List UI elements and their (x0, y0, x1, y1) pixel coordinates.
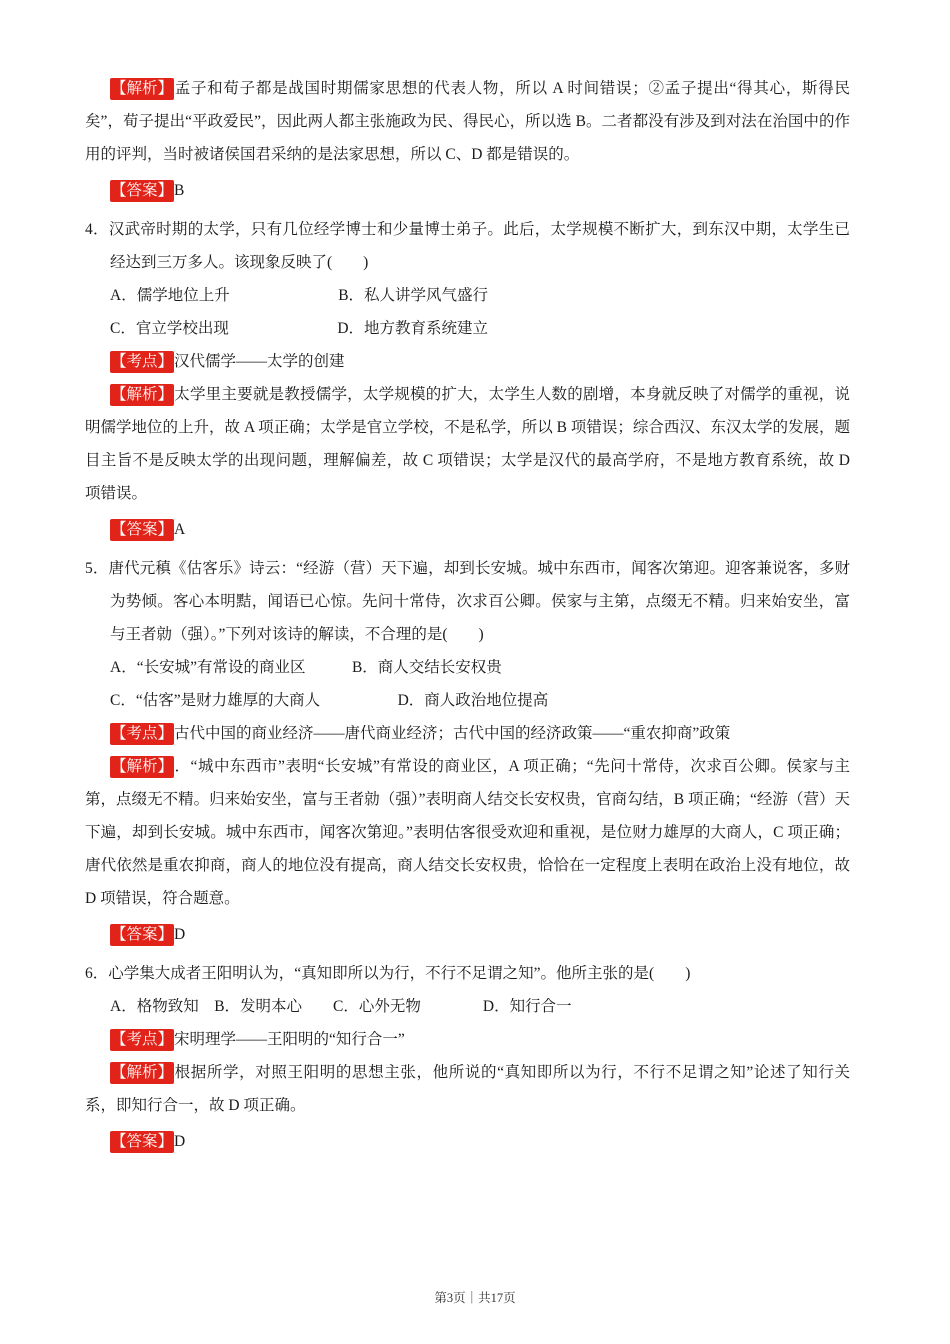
q4-analysis-paragraph (85, 378, 854, 510)
q5-analysis-paragraph (85, 750, 854, 915)
q3-analysis-text: 孟子和荀子都是战国时期儒家思想的代表人物，所以 A 时间错误；②孟子提出“得其心，斯得民矣”，荀子提出“平政爱民”，因此两人都主张施政为民、得民心，所以选 B。二者都没有涉及到对法在治国中的作用的评判，当时被诸侯国君采纳的是法家思想，所以 C、D 都是错误的。 (85, 80, 850, 163)
analysis-tag: 【解析】 (110, 1062, 174, 1084)
answer-tag: 【答案】 (110, 180, 174, 202)
q5-options-line2: C．“估客”是财力雄厚的大商人 D．商人政治地位提高 (110, 692, 549, 709)
answer-tag: 【答案】 (110, 519, 174, 541)
q3-answer-paragraph (85, 174, 850, 207)
analysis-tag: 【解析】 (110, 756, 174, 778)
q6-options-line1: A．格物致知 B．发明本心 C．心外无物 D．知行合一 (110, 998, 572, 1015)
analysis-tag: 【解析】 (110, 384, 174, 406)
q5-options-line1: A．“长安城”有常设的商业区 B．商人交结长安权贵 (110, 659, 502, 676)
page-footer: 第3页｜共17页 (434, 1291, 516, 1305)
answer-tag: 【答案】 (110, 1131, 174, 1153)
q6-analysis-text: 根据所学，对照王阳明的思想主张，他所说的“真知即所以为行，不行不足谓之知”论述了知行关系，即知行合一，故 D 项正确。 (85, 1064, 850, 1114)
keypoint-tag: 【考点】 (110, 1029, 174, 1051)
q6-number: 6． (85, 965, 109, 982)
q4-number: 4． (85, 221, 109, 238)
question-5 (85, 552, 850, 651)
question-4 (85, 213, 850, 279)
q6-answer-paragraph (85, 1125, 850, 1158)
q5-answer-letter: D (174, 926, 186, 943)
q5-number: 5． (85, 560, 109, 577)
question-6 (85, 957, 850, 990)
q5-text: 唐代元稹《估客乐》诗云：“经游（营）天下遍，却到长安城。城中东西市，闻客次第迎。迎客兼说客，多财为势倾。客心本明黠，闻语已心惊。先问十常侍，次求百公卿。侯家与主第，点缀无不精。归来始安坐，富与王者勍（强）。”下列对该诗的解读，不合理的是( ) (108, 560, 850, 643)
analysis-tag: 【解析】 (110, 78, 174, 100)
q4-keypoint-text: 汉代儒学——太学的创建 (174, 353, 345, 370)
q5-answer-paragraph (85, 918, 850, 951)
q5-keypoint-text: 古代中国的商业经济——唐代商业经济；古代中国的经济政策——“重农抑商”政策 (174, 725, 731, 742)
q4-options-line1: A．儒学地位上升 B．私人讲学风气盛行 (110, 287, 489, 304)
keypoint-tag: 【考点】 (110, 723, 174, 745)
q4-options-line2: C．官立学校出现 D．地方教育系统建立 (110, 320, 489, 337)
q5-analysis-text: ．“城中东西市”表明“长安城”有常设的商业区，A 项正确；“先问十常侍，次求百公卿。侯家与主第，点缀无不精。归来始安坐，富与王者勍（强）”表明商人结交长安权贵，官商勾结，B 项正确；“经游（营）天下遍，却到长安城。城中东西市，闻客次第迎。”表明估客很受欢迎和重视，是位财力雄厚的大商人，C 项正确；唐代依然是重农抑商，商人的地位没有提高，商人结交长安权贵，恰恰在一定程度上表明在政治上没有地位，故 D 项错误，符合题意。 (85, 758, 854, 907)
q6-text: 心学集大成者王阳明认为，“真知即所以为行，不行不足谓之知”。他所主张的是( ) (108, 965, 691, 982)
q5-keypoint-paragraph (85, 717, 850, 750)
q4-analysis-text: 太学里主要就是教授儒学，太学规模的扩大，太学生人数的剧增，本身就反映了对儒学的重视，说明儒学地位的上升，故 A 项正确；太学是官立学校，不是私学，所以 B 项错误；综合西汉、东汉太学的发展，题目主旨不是反映太学的出现问题，理解偏差，故 C 项错误；太学是汉代的最高学府，不是地方教育系统，故 D 项错误。 (85, 386, 854, 502)
answer-tag: 【答案】 (110, 924, 174, 946)
keypoint-tag: 【考点】 (110, 351, 174, 373)
q6-answer-letter: D (174, 1133, 186, 1150)
q4-answer-paragraph (85, 513, 850, 546)
q3-analysis-paragraph (85, 72, 850, 171)
q6-keypoint-paragraph (85, 1023, 850, 1056)
q4-text: 汉武帝时期的太学，只有几位经学博士和少量博士弟子。此后，太学规模不断扩大，到东汉中期，太学生已经达到三万多人。该现象反映了( ) (108, 221, 850, 271)
q3-answer-letter: B (174, 182, 185, 199)
q6-analysis-paragraph (85, 1056, 850, 1122)
q4-answer-letter: A (174, 521, 186, 538)
q6-keypoint-text: 宋明理学——王阳明的“知行合一” (174, 1031, 405, 1048)
q4-keypoint-paragraph (85, 345, 850, 378)
